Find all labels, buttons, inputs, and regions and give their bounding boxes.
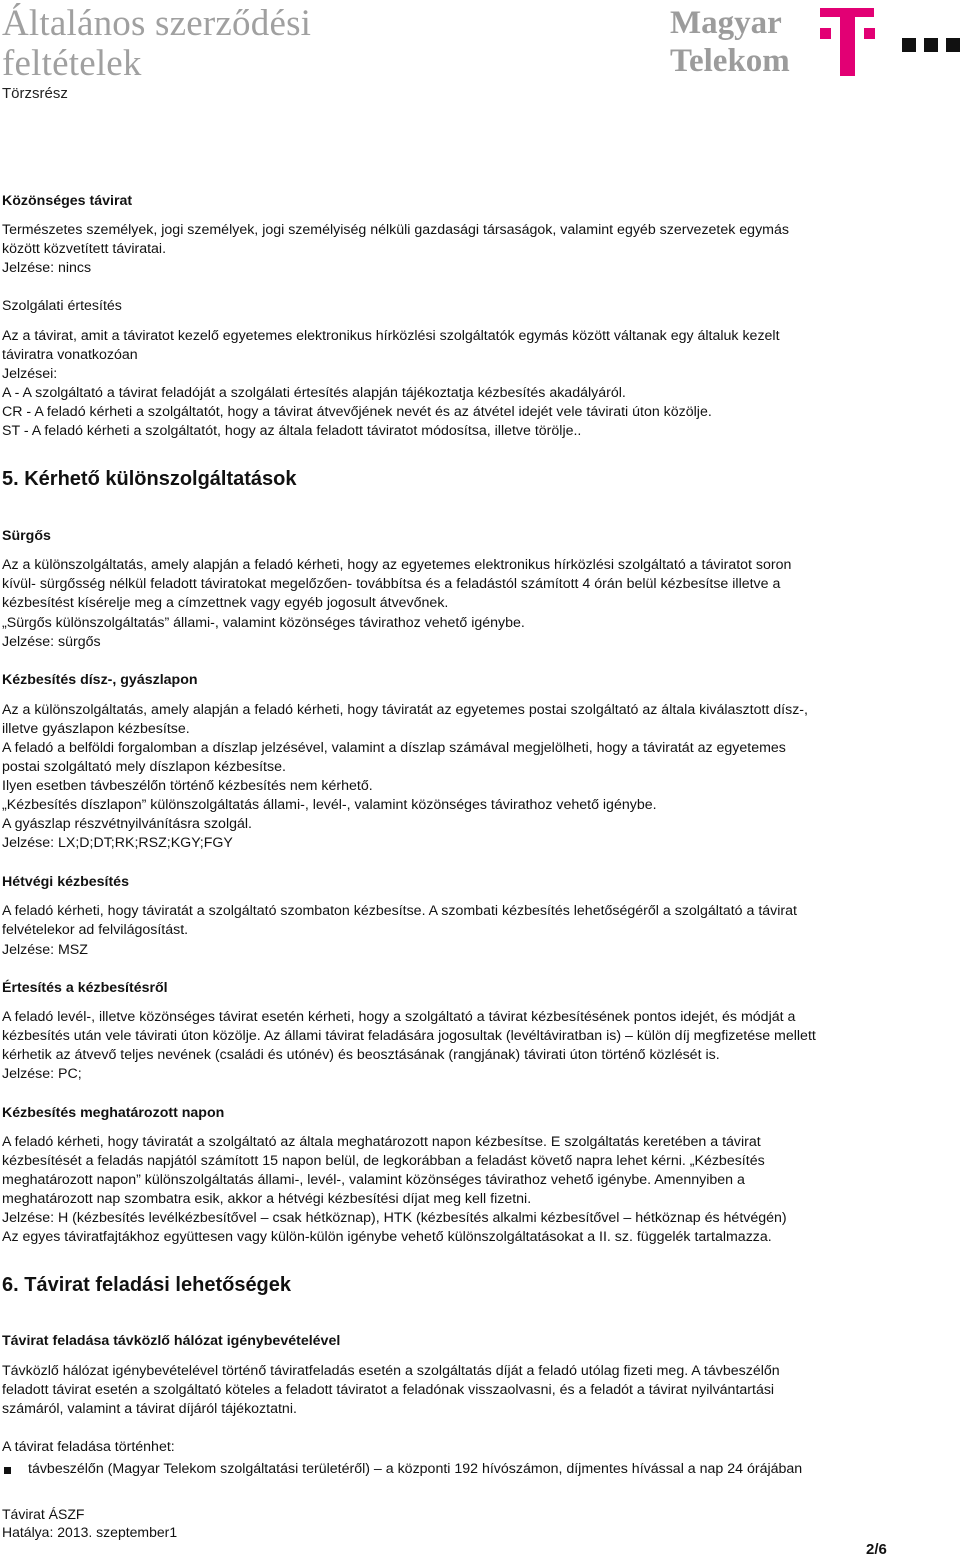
paragraph-line: Jelzése: H (kézbesítés levélkézbesítővel – csak hétköznap), HTK (kézbesítés alkalmi kézbesítővel – hétköznap és hétvégén): [2, 1210, 787, 1226]
section-heading-surgos: Sürgős: [2, 528, 51, 544]
paragraph-line: A feladó kérheti, hogy táviratát a szolgáltató az általa meghatározott napon kézbesítse. E szolgáltatás keretében a távirat: [2, 1134, 761, 1150]
document-title-line1: Általános szerződési: [2, 3, 312, 44]
paragraph-line: A - A szolgáltató a távirat feladóját a szolgálati értesítés alapján tájékoztatja kézbesítés akadályáról.: [2, 385, 626, 401]
section-heading-ertesites: Értesítés a kézbesítésről: [2, 980, 168, 996]
paragraph-line: Jelzése: sürgős: [2, 634, 101, 650]
paragraph-line: illetve gyászlapon kézbesítse.: [2, 721, 190, 737]
page-number: 2/6: [866, 1541, 887, 1558]
brand-name-line2: Telekom: [670, 43, 790, 79]
section-heading-disz: Kézbesítés dísz-, gyászlapon: [2, 672, 198, 688]
paragraph-line: Az egyes táviratfajtákhoz együttesen vagy külön-külön igénybe vehető különszolgáltatásokat a II. sz. függelék tartalmazza.: [2, 1229, 772, 1245]
paragraph-line: kérhetik az átvevő teljes nevének (családi és utónév) és beosztásának (rangjának) távirati úton történő közlését is.: [2, 1047, 720, 1063]
paragraph-line: Jelzése: LX;D;DT;RK;RSZ;KGY;FGY: [2, 835, 233, 851]
paragraph-line: Az a különszolgáltatás, amely alapján a feladó kérheti, hogy táviratát az egyetemes postai szolgáltató az általa kiválasztott dísz-,: [2, 702, 808, 718]
document-title: [2, 4, 311, 84]
section-heading-szolgalati: Szolgálati értesítés: [2, 298, 122, 314]
section-heading-meghatarozott: Kézbesítés meghatározott napon: [2, 1105, 225, 1121]
paragraph-line: számáról, valamint a távirat díjáról tájékoztatni.: [2, 1401, 297, 1417]
chapter-heading-6: 6. Távirat feladási lehetőségek: [2, 1274, 292, 1296]
paragraph-line: között közvetített táviratai.: [2, 241, 167, 257]
paragraph-line: feladott távirat esetén a szolgáltató köteles a feladott táviratot a feladónak visszaolvasni, és a feladót a távirat nyilvántartási: [2, 1382, 775, 1398]
paragraph-line: „Sürgős különszolgáltatás” állami-, valamint közönséges távirathoz vehető igénybe.: [2, 615, 525, 631]
paragraph-line: „Kézbesítés díszlapon” különszolgáltatás állami-, levél-, valamint közönséges távirathoz vehető igénybe.: [2, 797, 657, 813]
paragraph-line: A feladó kérheti, hogy táviratát a szolgáltató szombaton kézbesítse. A szombati kézbesítés lehetőségéről a szolgáltató a távirat: [2, 903, 797, 919]
footer-effective-date: Hatálya: 2013. szeptember1: [2, 1524, 178, 1540]
paragraph-line: Távközlő hálózat igénybevételével történő táviratfeladás esetén a szolgáltatás díját a feladó utólag fizeti meg. A távbeszélőn: [2, 1363, 780, 1379]
brand-name-line1: Magyar: [670, 5, 782, 41]
paragraph-line: meghatározott napon” különszolgáltatás állami-, levél-, valamint közönséges távirathoz vehető igénybe. Amennyiben a: [2, 1172, 745, 1188]
paragraph-line: Jelzése: MSZ: [2, 942, 88, 958]
brand-name: [670, 4, 790, 80]
paragraph-line: meghatározott nap szombatra esik, akkor a hétvégi kézbesítési díjat meg kell fizetni.: [2, 1191, 532, 1207]
paragraph-line: Jelzése: PC;: [2, 1066, 82, 1082]
paragraph-line: Az a távirat, amit a táviratot kezelő egyetemes elektronikus hírközlési szolgáltatók egymás között váltanak egy általuk kezelt: [2, 328, 780, 344]
paragraph-line: kívül- sürgősség nélkül feladott táviratokat megelőzően- továbbítsa és a feladástól számított 4 órán belül kézbesítse illetve a: [2, 576, 781, 592]
paragraph-line: A feladó a belföldi forgalomban a díszlap jelzésével, valamint a díszlap számával megjelölheti, hogy a táviratát az egyetemes: [2, 740, 786, 756]
paragraph-line: A távirat feladása történhet:: [2, 1439, 175, 1455]
paragraph-line: ST - A feladó kérheti a szolgáltatót, hogy az általa feladott táviratot módosítsa, illetve törölje..: [2, 423, 582, 439]
paragraph-line: felvételekor ad felvilágosítást.: [2, 922, 189, 938]
paragraph-line: A gyászlap részvétnyilvánításra szolgál.: [2, 816, 252, 832]
section-heading-tavkozlo: Távirat feladása távközlő hálózat igénybevételével: [2, 1333, 341, 1349]
paragraph-line: táviratra vonatkozóan: [2, 347, 138, 363]
paragraph-line: Természetes személyek, jogi személyek, jogi személyiség nélküli gazdasági társaságok, valamint egyéb szervezetek egymás: [2, 222, 789, 238]
document-title-line2: feltételek: [2, 43, 142, 84]
paragraph-line: Jelzései:: [2, 366, 58, 382]
paragraph-line: Ilyen esetben távbeszélőn történő kézbesítés nem kérhető.: [2, 778, 373, 794]
paragraph-line: Az a különszolgáltatás, amely alapján a feladó kérheti, hogy az egyetemes elektronikus hírközlési szolgáltató a táviratot soron: [2, 557, 792, 573]
paragraph-line: postai szolgáltató mely díszlapon kézbesítse.: [2, 759, 286, 775]
section-heading-hetvegi: Hétvégi kézbesítés: [2, 874, 129, 890]
bullet-item: távbeszélőn (Magyar Telekom szolgáltatási területéről) – a központi 192 hívószámon, díjmentes hívással a nap 24 órájában: [28, 1461, 803, 1477]
paragraph-line: Jelzése: nincs: [2, 260, 92, 276]
chapter-heading-5: 5. Kérhető különszolgáltatások: [2, 468, 297, 490]
paragraph-line: kézbesítését a feladás napjától számított 15 napon belül, de legkorábban a feladást követő napra lehet kérni. „Kézbesítés: [2, 1153, 765, 1169]
section-heading-kozonseges: Közönséges távirat: [2, 193, 133, 209]
document-subtitle: Törzsrész: [2, 85, 68, 102]
paragraph-line: kézbesítés után vele távirati úton közölje. Az állami távirat feladására jogosultak (levéltáviratban is) – külön díj megfizetése mellett: [2, 1028, 816, 1044]
paragraph-line: A feladó levél-, illetve közönséges távirat esetén kérheti, hogy a szolgáltató a távirat kézbesítésének pontos idejét, és módját a: [2, 1009, 796, 1025]
paragraph-line: CR - A feladó kérheti a szolgáltatót, hogy a távirat átvevőjének nevét és az átvétel idejét vele távirati úton közölje.: [2, 404, 712, 420]
bullet-square-icon: [4, 1467, 11, 1474]
footer-document-name: Távirat ÁSZF: [2, 1506, 85, 1522]
telekom-t-logo-icon: [820, 8, 960, 78]
paragraph-line: kézbesítést kísérelje meg a címzettnek vagy egyéb jogosult átvevőnek.: [2, 595, 449, 611]
